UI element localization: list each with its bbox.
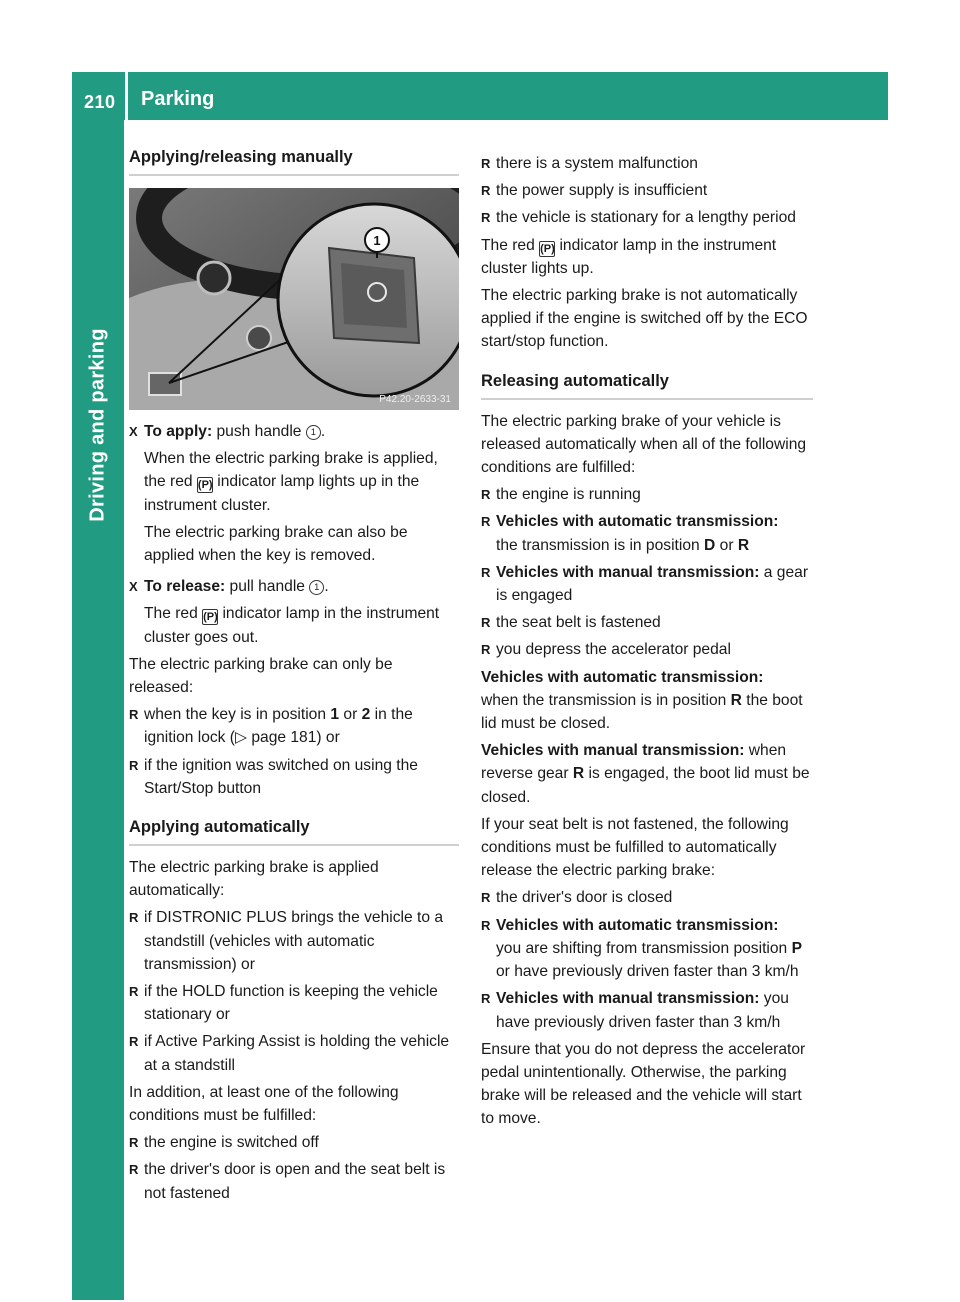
release-text: pull handle [229,578,305,596]
manual-trans-text: Vehicles with manual transmission: when reverse gear R is engaged, the boot lid must be closed. [481,742,810,806]
list-item: R you depress the accelerator pedal [481,638,813,661]
list-item: R the power supply is insufficient [481,179,813,202]
release-desc: The red (P) indicator lamp in the instrument cluster goes out. [144,605,440,646]
parking-lamp-icon: (P) [203,611,218,624]
list-item: R if DISTRONIC PLUS brings the vehicle to a standstill (vehicles with automatic transmission) or [129,906,459,976]
apply-step: X To apply: push handle 1 . [129,420,459,443]
right-column [481,152,813,1135]
list-item: R the driver's door is open and the seat belt is not fastened [129,1158,459,1204]
apply-desc: When the electric parking brake is applied, the red (P) indicator lamp lights up in the instrument cluster. [144,450,438,514]
list-item: R Vehicles with automatic transmission: you are shifting from transmission position P or have previously driven faster than 3 km/h [481,914,813,984]
list-item: R the vehicle is stationary for a lengthy period [481,206,813,229]
page-number: 210 [84,92,116,112]
list-item: R if the ignition was switched on using the Start/Stop button [129,754,459,800]
only-released-text: The electric parking brake can only be released: [129,655,393,697]
release-step: X To release: pull handle 1 . [129,575,459,598]
figure-code: P42.20-2633-31 [379,394,451,405]
list-item: R when the key is in position 1 or 2 in the ignition lock (▷ page 181) or [129,703,459,749]
parking-brake-figure [129,188,459,410]
eco-text: The electric parking brake is not automatically applied if the engine is switched off by the ECO start/stop function. [481,287,808,351]
heading-applying-automatically: Applying automatically [129,816,459,846]
list-item: R if Active Parking Assist is holding the vehicle at a standstill [129,1030,459,1076]
addition-text: In addition, at least one of the following conditions must be fulfilled: [129,1083,399,1125]
heading-applying-releasing: Applying/releasing manually [129,146,459,176]
apply-label: To apply: [144,423,213,440]
triangle-ref-icon: ▷ [235,729,248,747]
page-ref-link[interactable]: page 181) or [251,729,340,747]
list-item: R Vehicles with manual transmission: you have previously driven faster than 3 km/h [481,987,813,1033]
list-item: R the engine is running [481,483,813,506]
dashboard-illustration [129,188,459,410]
list-item: R if the HOLD function is keeping the vehicle stationary or [129,980,459,1026]
list-item: R the driver's door is closed [481,886,813,909]
side-tab [72,120,124,1300]
auto-trans-text: Vehicles with automatic transmission: when the transmission is in position R the boot lid must be closed. [481,668,803,733]
release-intro: The electric parking brake of your vehicle is released automatically when all of the following conditions are fulfilled: [481,412,807,477]
auto-intro: The electric parking brake is applied automatically: [129,859,379,900]
callout-1-icon: 1 [309,580,324,595]
list-item: R the engine is switched off [129,1131,459,1154]
list-item: R there is a system malfunction [481,152,813,175]
parking-lamp-icon: (P) [197,479,213,492]
list-item: R Vehicles with manual transmission: a gear is engaged [481,561,813,607]
parking-lamp-icon: (P) [540,242,555,255]
release-label: To release: [144,578,226,596]
list-item: R Vehicles with automatic transmission: the transmission is in position D or R [481,510,813,556]
callout-1-icon: 1 [306,425,321,440]
side-tab-label: Driving and parking [86,328,109,522]
header-divider [125,72,128,120]
apply-desc-2: The electric parking brake can also be applied when the key is removed. [144,523,408,565]
belt-text: If your seat belt is not fastened, the following conditions must be fulfilled to automatically release the electric parking brake: [481,815,789,880]
figure-callout-1: 1 [373,233,381,248]
list-item: R the seat belt is fastened [481,611,813,634]
section-title: Parking [141,88,215,110]
heading-releasing-automatically: Releasing automatically [481,370,813,400]
left-column [129,146,459,1209]
apply-text: push handle [216,423,302,440]
lamp-text: The red (P) indicator lamp in the instrument cluster lights up. [481,236,777,277]
final-text: Ensure that you do not depress the accelerator pedal unintentionally. Otherwise, the parking brake will be released and the vehicle will start to move. [481,1040,806,1128]
